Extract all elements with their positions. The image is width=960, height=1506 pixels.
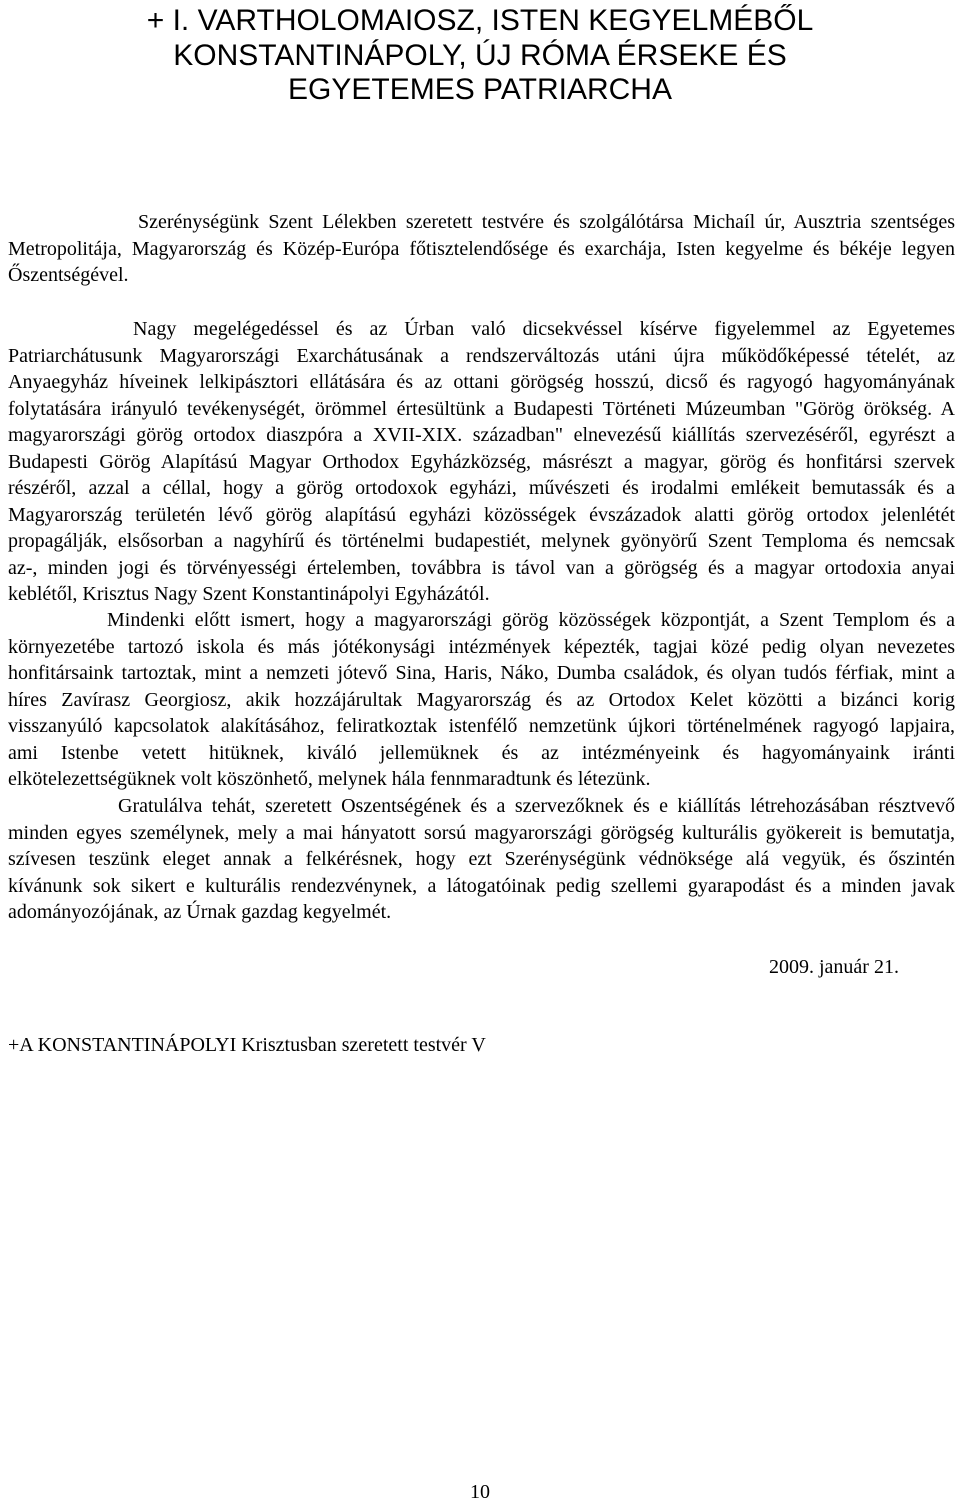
paragraph-line: Szerénységünk Szent Lélekben szeretett testvére és szolgálótársa Michaíl úr, Ausztria szentséges xyxy=(138,211,955,233)
paragraph-line: Őszentségével. xyxy=(8,264,129,286)
paragraph-line: adományozójának, az Úrnak gazdag kegyelmét. xyxy=(8,901,392,923)
signature-line: +A KONSTANTINÁPOLYI Krisztusban szeretett testvér V xyxy=(8,1034,486,1056)
paragraph-line: honfitársaink tartoztak, mint a nemzeti jótevő Sina, Haris, Náko, Dumba családok, és olyan tudós férfiak, mint a xyxy=(8,662,955,684)
letter-date: 2009. január 21. xyxy=(769,956,899,978)
paragraph-line: visszanyúló kapcsolatok alakításához, feliratkoztak istenfélő nemzetünk újkori történelmének ragyogó lapjaira, xyxy=(8,715,955,737)
paragraph-line: Nagy megelégedéssel és az Úrban való dicsekvéssel kísérve figyelemmel az Egyetemes xyxy=(133,318,955,340)
paragraph-history xyxy=(8,607,955,793)
paragraph-congratulation xyxy=(8,793,955,926)
title-line: KONSTANTINÁPOLY, ÚJ RÓMA ÉRSEKE ÉS xyxy=(173,38,787,72)
paragraph-exhibition xyxy=(8,316,955,608)
paragraph-line: propagálják, elsősorban a nagyhírű és történelmi budapestiét, melynek gyönyörű Szent Temploma és nemcsak xyxy=(8,530,955,552)
paragraph-line: Gratulálva tehát, szeretett Oszentségének és a szervezőknek és e kiállítás létrehozásában résztvevő xyxy=(118,795,955,817)
page-number: 10 xyxy=(470,1481,490,1503)
paragraph-line: az-, minden jogi és törvényességi értelemben, továbbra is távol van a görögség és a magyar ortodoxia anyai xyxy=(8,556,955,579)
paragraph-salutation xyxy=(8,209,955,289)
paragraph-line: kívánunk sok sikert e kulturális rendezvénynek, a látogatóinak pedig szellemi gyarapodást és a minden javak xyxy=(8,874,955,897)
paragraph-line: Anyaegyház híveinek lelkipásztori ellátására és az ottani görögség hosszú, dicső és ragyogó hagyományának xyxy=(8,371,955,393)
paragraph-line: folytatására irányuló tevékenységét, örömmel értesültünk a Budapesti Történeti Múzeumban "Görög örökség. A xyxy=(8,397,955,420)
paragraph-line: minden egyes személynek, mely a mai hányatott sorsú magyarországi görögség kulturális gyökereit is bemutatja, xyxy=(8,821,955,844)
paragraph-line: keblétől, Krisztus Nagy Szent Konstantinápolyi Egyházától. xyxy=(8,583,490,605)
paragraph-line: magyarországi görög ortodox diaszpóra a XVII-XIX. században" elnevezésű kiállítás szervezéséről, egyrészt a xyxy=(8,424,955,446)
paragraph-line: híres Zavírasz Georgiosz, akik hozzájárultak Magyarország és az Ortodox Kelet közötti a bizánci korig xyxy=(8,688,955,711)
paragraph-line: Budapesti Görög Alapítású Magyar Orthodox Egyházközség, másrészt a magyar, görög és honfitársi szervek xyxy=(8,450,955,473)
paragraph-line: elkötelezettségüknek volt köszönhető, melynek hála fennmaradtunk és létezünk. xyxy=(8,768,651,790)
paragraph-line: szívesen teszünk eleget annak a felkérésnek, hogy ezt Szerénységünk védnöksége alá vegyük, és őszintén xyxy=(8,848,955,870)
paragraph-line: Patriarchátusunk Magyarországi Exarchátusának a rendszerváltozás utáni újra működőképessé tételét, az xyxy=(8,344,955,367)
paragraph-line: ami Istenbe vetett hitüknek, kiváló jellemüknek és az intézményeink és hagyományaink iránti xyxy=(8,741,955,764)
paragraph-line: környezetébe tartozó iskola és más jótékonysági intézmények képezték, tagjai közé pedig olyan nevezetes xyxy=(8,635,955,658)
title-line: EGYETEMES PATRIARCHA xyxy=(288,73,672,106)
paragraph-line: részéről, azzal a céllal, hogy a görög ortodoxok egyházi, művészeti és irodalmi emlékeit bemutassák és a xyxy=(8,477,955,499)
paragraph-line: Metropolitája, Magyarország és Közép-Európa főtisztelendősége és exarchája, Isten kegyelme és békéje legyen xyxy=(8,237,955,260)
paragraph-line: Mindenki előtt ismert, hogy a magyarországi görög közösségek központját, a Szent Templom és a xyxy=(107,609,955,631)
paragraph-line: Magyarország területén lévő görög alapítású egyházi közösségek évszázadok alatti görög ortodox jelenlétét xyxy=(8,503,955,526)
title-line: + I. VARTHOLOMAIOSZ, ISTEN KEGYELMÉBŐL xyxy=(146,4,814,37)
document-title xyxy=(0,4,960,108)
